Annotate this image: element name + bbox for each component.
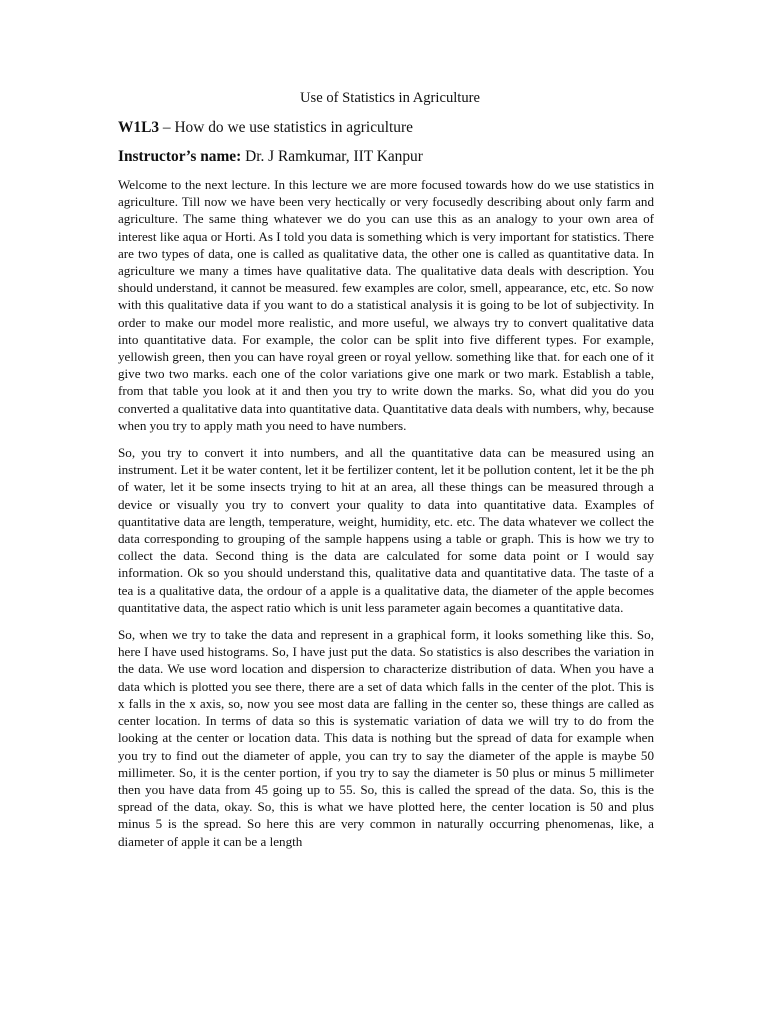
lecture-code: W1L3 xyxy=(118,119,160,136)
paragraph: So, when we try to take the data and represent in a graphical form, it looks something like this. So, here I have used histograms. So, I have just put the data. So statistics is also describes the variation in the data. We use word location and dispersion to characterize distribution of data. When you have a data which is plotted you see there, there are a set of data which falls in the center of the plot. This is x falls in the x axis, so, now you see most data are falling in the center so, these things are called as center location. In terms of data so this is systematic variation of data we will try to do from the looking at the center or location data. This data is nothing but the spread of data for example when you try to find out the diameter of apple, you can try to say the diameter of the apple is maybe 50 millimeter. So, it is the center portion, if you try to say the diameter is 50 plus or minus 5 millimeter then you have data from 45 going up to 55. So, this is called the spread of the data. So, this is the spread of the data, okay. So, this is what we have plotted here, the center location is 50 and plus minus 5 is the spread. So here this are very common in naturally occurring phenomenas, like, a diameter of apple it can be a length xyxy=(118,627,654,849)
instructor-label: Instructor’s name: xyxy=(118,148,242,165)
lecture-heading xyxy=(118,118,654,138)
document-title: Use of Statistics in Agriculture xyxy=(300,90,480,106)
instructor-heading xyxy=(118,147,654,167)
paragraph: Welcome to the next lecture. In this lecture we are more focused towards how do we use statistics in agriculture. Till now we have been very hectically or very focusedly describing about only farm and agriculture. The same thing whatever we do you can use this as an analogy to your own area of interest like aqua or Horti. As I told you data is something which is very important for statistics. There are two types of data, one is called as qualitative data, the other one is called as quantitative data. In agriculture we many a times have qualitative data. The qualitative data deals with description. You should understand, it cannot be measured. few examples are color, smell, appearance, etc, etc. So now with this qualitative data if you want to do a statistical analysis it is going to be lot of subjectivity. In order to make our model more realistic, and more useful, we always try to convert qualitative data into quantitative data. For example, the color can be split into five different types. For example, yellowish green, then you can have royal green or royal yellow. something like that. for each one of it give two two marks. each one of the color variations give one mark or two mark. Establish a table, from that table you look at it and then you try to write down the marks. So, what did you do you converted a qualitative data into quantitative data. Quantitative data deals with numbers, why, because when you try to apply math you need to have numbers. xyxy=(118,177,654,433)
instructor-name: Dr. J Ramkumar, IIT Kanpur xyxy=(241,148,423,165)
lecture-title: – How do we use statistics in agriculture xyxy=(159,119,413,136)
paragraph: So, you try to convert it into numbers, and all the quantitative data can be measured using an instrument. Let it be water content, let it be fertilizer content, let it be pollution content, let it be the ph of water, let it be some insects trying to hit at an area, all these things can be measured through a device or visually you try to convert your quality to data into quantitative data. Examples of quantitative data are length, temperature, weight, humidity, etc. etc. The data whatever we collect the data corresponding to grouping of the sample happens using a table or graph. This is how we try to collect the data. Second thing is the data are calculated for some data point or I would say information. Ok so you should understand this, qualitative data and quantitative data. The taste of a tea is a qualitative data, the ordour of a apple is a qualitative data, the diameter of the apple becomes quantitative data, the aspect ratio which is unit less parameter again becomes a quantitative data. xyxy=(118,445,654,615)
